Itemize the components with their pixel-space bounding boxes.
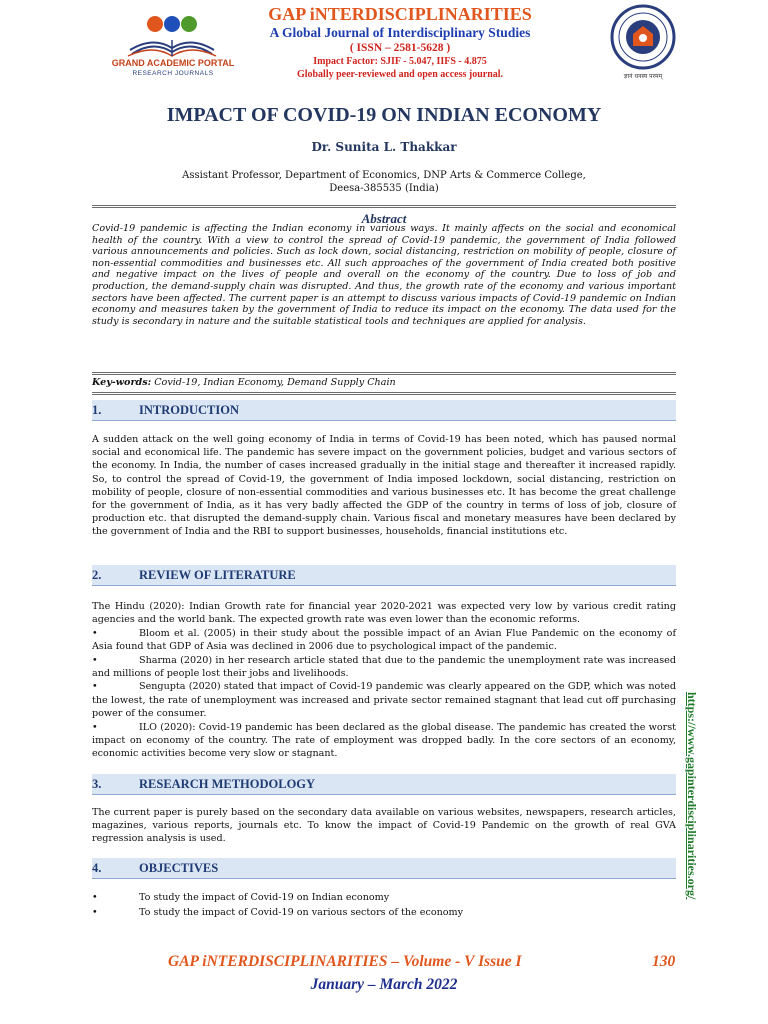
bullet: • [92,627,98,639]
section-number: 1. [92,403,102,417]
portal-name: GRAND ACADEMIC PORTAL [111,58,235,68]
section-title: REVIEW OF LITERATURE [139,568,296,582]
section-number: 2. [92,568,102,582]
list-item-text: To study the impact of Covid-19 on various sectors of the economy [139,907,464,918]
section-title: RESEARCH METHODOLOGY [139,777,316,791]
impact-factor: Impact Factor: SJIF - 5.047, IIFS - 4.875 [313,56,487,67]
list-item [92,627,676,654]
abstract-heading: Abstract [361,211,407,226]
divider [92,394,676,395]
introduction-paragraph: A sudden attack on the well going economy of India in terms of Covid-19 has been noted, which has paused normal social and economical life. The pandemic has severe impact on the government policies, budget and various sectors of the economy. In India, the number of cases increased gradually in the initial stage and thereafter it increased rapidly. So, to control the spread of Covid-19, the government of India imposed lockdown, social distancing, restriction on mobility of people, closure of non-essential commodities and various businesses etc. It has become the great challenge for the government of India, as it has very badly affected the GDP of the country in terms of loss of job, closure of production etc. that disrupted the demand-supply chain. Various fiscal and monetary measures have been declared by the government of India and the RBI to support businesses, households, financial institutions etc. [92,434,676,538]
journal-url-link[interactable] [685,692,710,914]
peer-review-note: Globally peer-reviewed and open access journal. [296,69,504,80]
list-item [92,654,676,681]
footer-date: January – March 2022 [310,976,458,993]
book-logo-icon [108,10,238,58]
divider [92,372,676,373]
divider [92,392,676,393]
section-heading-introduction [92,400,676,421]
divider [92,374,676,375]
section-heading-objectives [92,858,676,879]
footer-journal-issue: GAP iNTERDISCIPLINARITIES – Volume - V Issue I [168,953,522,970]
page-number: 130 [652,953,676,970]
list-item [92,680,676,720]
author-name: Dr. Sunita L. Thakkar [311,140,457,154]
journal-issn: ( ISSN – 2581-5628 ) [349,42,451,54]
bullet: • [92,892,98,903]
divider [92,207,676,208]
affiliation-line: Deesa-385535 (India) [329,183,439,194]
bullet: • [92,721,98,733]
list-item [92,721,676,761]
portal-subtitle: RESEARCH JOURNALS [132,70,214,77]
keywords-list: Covid-19, Indian Economy, Demand Supply Chain [151,377,396,388]
literature-review [92,600,676,761]
journal-url-text[interactable]: https://www.gapinterdisciplinarities.org/ [685,692,699,900]
abstract-text: Covid-19 pandemic is affecting the Indian economy in various ways. It mainly affects on the social and economical health of the country. With a view to control the spread of Covid-19 pandemic, the government of India followed various announcements and policies. Such as lock down, social distancing, restriction on mobility of people, closure of non-essential commodities and businesses etc. All such approaches of the government of India created both positive and negative impact on the lives of people and overall on the economy of the country. Due to loss of job and production, the demand-supply chain was disrupted. And thus, the growth rate of the economy and various important sectors have been affected. The current paper is an attempt to discuss various impacts of Covid-19 pandemic on Indian economy and measures taken by the government of India to reduce its impact on the economy. The data used for the study is secondary in nature and the suitable statistical tools and techniques are applied for analysis. [92,223,676,327]
journal-title: GAP iNTERDISCIPLINARITIES [268,4,532,24]
keywords-label: Key-words: [92,377,152,388]
section-heading-methodology [92,774,676,795]
section-title: INTRODUCTION [139,403,240,417]
seal-emblem-icon [608,4,678,72]
bullet: • [92,907,98,918]
list-item-text: To study the impact of Covid-19 on Indian economy [139,892,390,903]
journal-subtitle: A Global Journal of Interdisciplinary Studies [269,25,531,40]
list-item [92,906,676,920]
portal-logo [108,10,238,82]
list-item-text: Bloom et al. (2005) in their study about the possible impact of an Avian Flue Pandemic on the economy of Asia found that GDP of Asia was declined in 2006 due to psychological impact of the pandemic. [92,627,676,653]
seal-caption: ज्ञानं धनस्य परमम् [623,73,663,80]
paper-title: IMPACT OF COVID-19 ON INDIAN ECONOMY [166,104,602,126]
bullet: • [92,681,98,693]
list-item [92,891,676,905]
methodology-paragraph: The current paper is purely based on the secondary data available on various websites, newspapers, research articles, magazines, various reports, journals etc. To know the impact of Covid-19 Pandemic on the growth of real GVA regression analysis is used. [92,807,676,845]
affiliation-line: Assistant Professor, Department of Economics, DNP Arts & Commerce College, [182,170,586,181]
literature-paragraph: The Hindu (2020): Indian Growth rate for financial year 2020-2021 was expected very low by various credit rating agencies and the world bank. The expected growth rate was even lower than the economic reforms. [92,601,676,626]
list-item-text: Sengupta (2020) stated that impact of Covid-19 pandemic was clearly appeared on the GDP, which was noted the lowest, the rate of unemployment was increased and private sector remained stagnant that lead cut off purchasing power of the consumer. [92,681,676,720]
journal-header [230,4,570,81]
section-title: OBJECTIVES [139,861,219,875]
section-number: 4. [92,861,102,875]
academic-seal [608,4,678,84]
divider [92,205,676,206]
list-item-text: Sharma (2020) in her research article stated that due to the pandemic the unemployment rate was increased and millions of people lost their jobs and livelihoods. [92,654,676,680]
bullet: • [92,654,98,666]
keywords [92,377,676,388]
section-heading-literature [92,565,676,586]
list-item-text: ILO (2020): Covid-19 pandemic has been declared as the global disease. The pandemic has created the worst impact on economy of the country. The rate of employment was dropped badly. In the core sectors of an economy, economic activities become very slow or stagnant. [92,721,676,760]
section-number: 3. [92,777,102,791]
